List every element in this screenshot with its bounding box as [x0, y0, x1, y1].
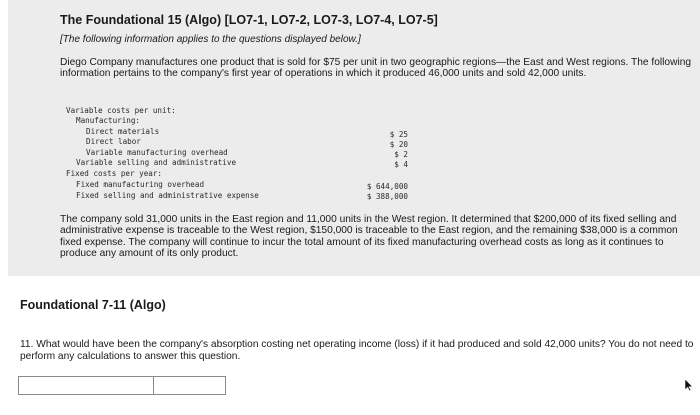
- problem-title: The Foundational 15 (Algo) [LO7-1, LO7-2, LO7-3, LO7-4, LO7-5]: [60, 13, 438, 27]
- answer-input[interactable]: [154, 377, 225, 394]
- variable-costs-heading: Variable costs per unit:: [66, 106, 176, 115]
- answer-label-cell[interactable]: [19, 377, 154, 394]
- cost-row-amount: $ 4: [394, 160, 408, 169]
- cost-row-amount: $ 644,000: [366, 182, 408, 191]
- answer-table: [18, 376, 226, 395]
- cost-row-label: Variable selling and administrative: [76, 158, 237, 167]
- cost-row-label: Fixed manufacturing overhead: [76, 180, 205, 189]
- cost-row-amount: $ 2: [394, 150, 408, 159]
- mouse-cursor-icon: [684, 378, 694, 392]
- intro-paragraph: Diego Company manufactures one product that is sold for $75 per unit in two geographic regions—the East and West regions. The following information pertains to the company's first year of operations in which it produced 46,000 units and sold 42,000 units.: [60, 57, 692, 80]
- cost-row-label: Variable manufacturing overhead: [86, 148, 228, 157]
- question-text: 11. What would have been the company's absorption costing net operating income (loss) if it had produced and sold 42,000 units? You do not need to perform any calculations to answer this question.: [20, 339, 694, 362]
- cost-row-amount: $ 20: [389, 140, 408, 149]
- section-title: Foundational 7-11 (Algo): [20, 298, 166, 312]
- manufacturing-heading: Manufacturing:: [76, 116, 141, 125]
- cost-row-label: Fixed selling and administrative expense: [76, 191, 259, 200]
- followup-paragraph: The company sold 31,000 units in the East region and 11,000 units in the West region. It determined that $200,000 of its fixed selling and administrative expense is traceable to the West region, $150,000 is traceable to the East region, and the remaining $38,000 is a common fixed expense. The company will continue to incur the total amount of its fixed manufacturing overhead costs as long as it continues to produce any amount of its only product.: [60, 214, 678, 260]
- cost-row-amount: $ 25: [389, 130, 408, 139]
- cost-row-label: Direct materials: [86, 127, 160, 136]
- cost-row-amount: $ 388,000: [366, 192, 408, 201]
- fixed-costs-heading: Fixed costs per year:: [66, 169, 163, 178]
- info-note: [The following information applies to the questions displayed below.]: [60, 34, 361, 45]
- cost-row-label: Direct labor: [86, 137, 141, 146]
- info-panel: [8, 0, 700, 276]
